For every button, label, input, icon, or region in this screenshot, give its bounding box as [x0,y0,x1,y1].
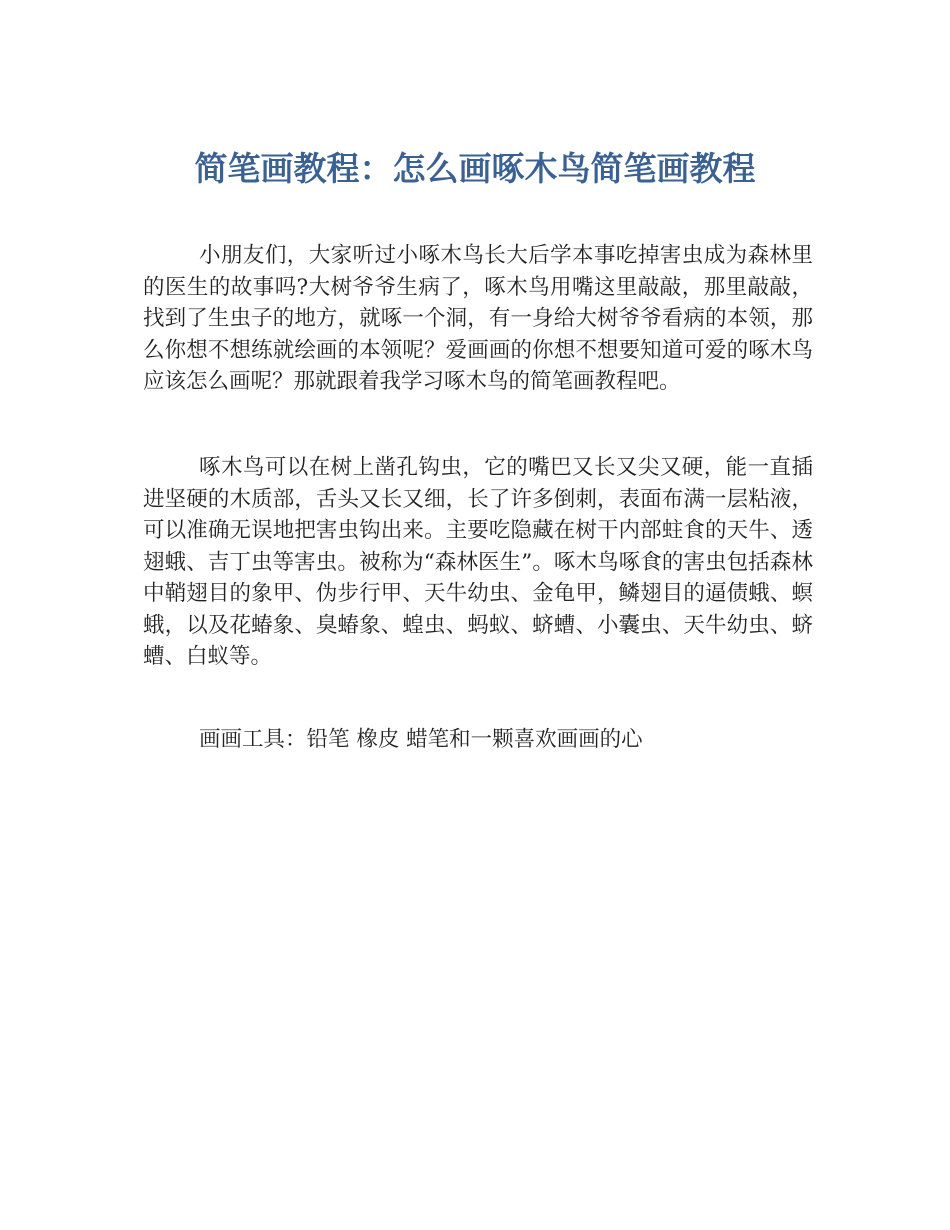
document-title: 简笔画教程：怎么画啄木鸟简笔画教程 [194,149,756,188]
paragraph-intro: 小朋友们，大家听过小啄木鸟长大后学本事吃掉害虫成为森林里的医生的故事吗?大树爷爷生病了，啄木鸟用嘴这里敲敲，那里敲敲，找到了生虫子的地方，就啄一个洞，有一身给大树爷爷看病的本领，那么你想不想练就绘画的本领呢？爱画画的你想不想要知道可爱的啄木鸟应该怎么画呢？那就跟着我学习啄木鸟的简笔画教程吧。 [143,243,813,394]
paragraph-woodpecker-facts: 啄木鸟可以在树上凿孔钩虫，它的嘴巴又长又尖又硬，能一直插进坚硬的木质部，舌头又长又细，长了许多倒刺，表面布满一层粘液，可以准确无误地把害虫钩出来。主要吃隐藏在树干内部蛀食的天牛、透翅蛾、吉丁虫等害虫。被称为“森林医生”。啄木鸟啄食的害虫包括森林中鞘翅目的象甲、伪步行甲、天牛幼虫、金龟甲，鳞翅目的逼债蛾、螟蛾，以及花蝽象、臭蝽象、蝗虫、蚂蚁、蛴螬、小囊虫、天牛幼虫、蛴螬、白蚁等。 [143,455,813,669]
paragraph-drawing-tools: 画画工具：铅笔 橡皮 蜡笔和一颗喜欢画画的心 [199,727,643,752]
